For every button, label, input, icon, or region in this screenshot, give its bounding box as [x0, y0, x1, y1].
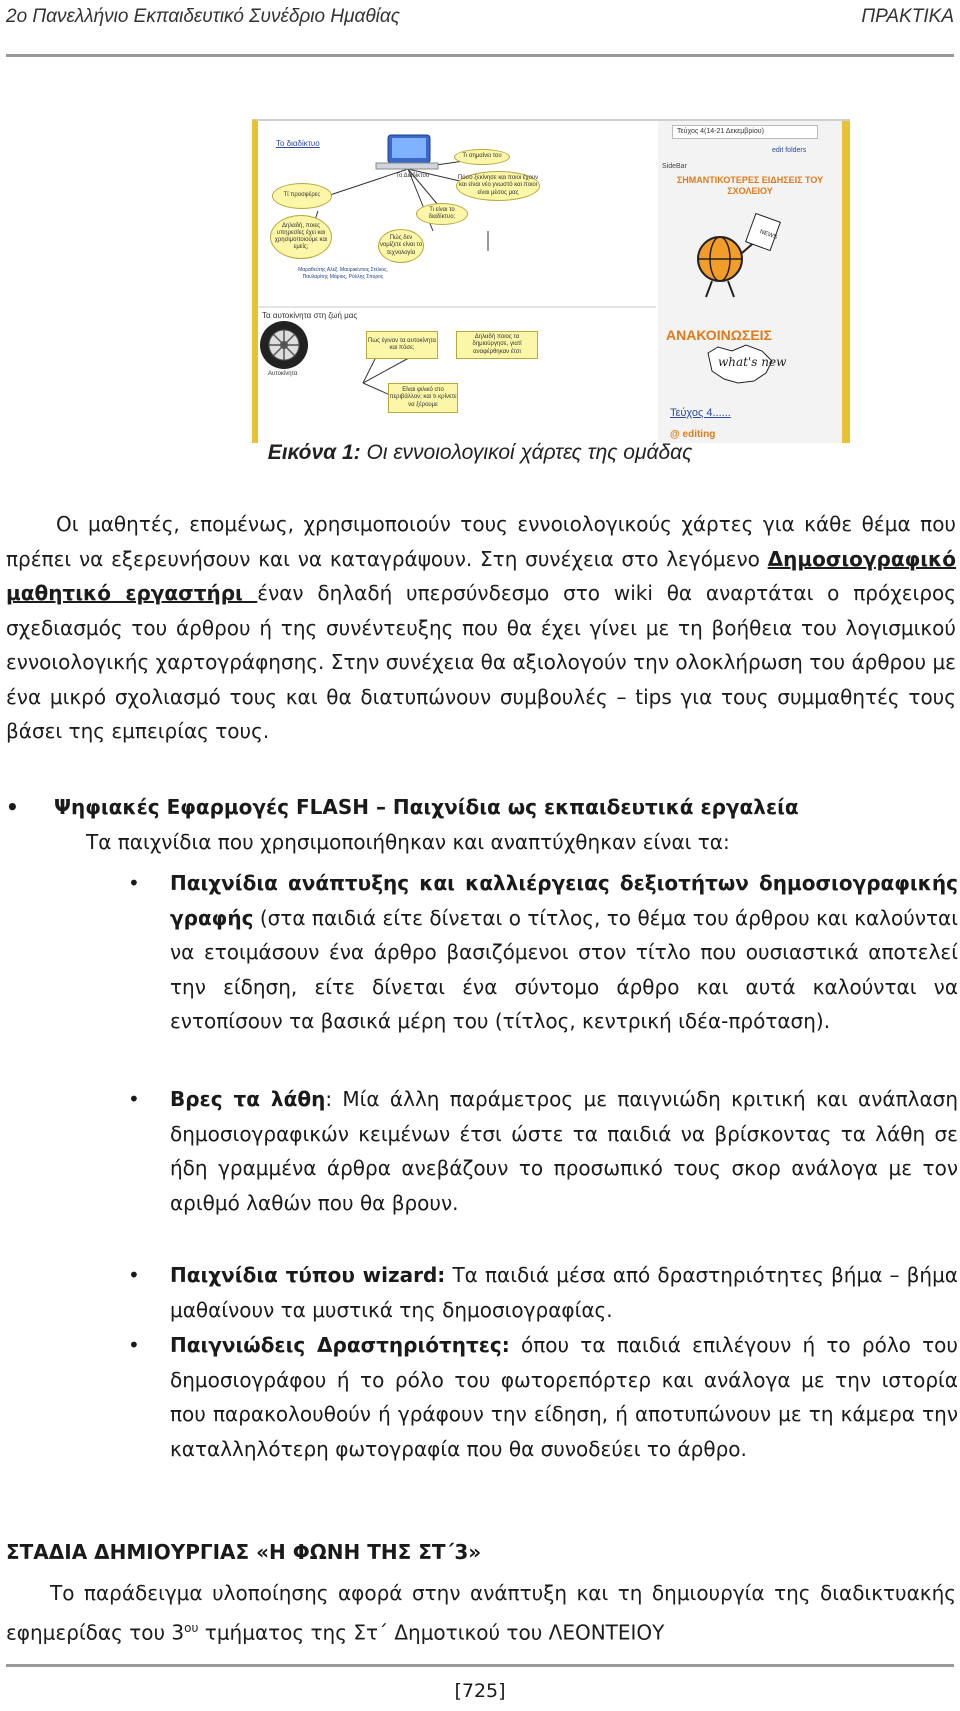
list-bullet: •: [128, 1333, 140, 1357]
item-text: : Μία άλλη παράμετρος με παιγνιώδη κριτική και ανάπλαση δημοσιογραφικών κειμένων έτσι ώστε τα παιδιά να βρίσκοντας τα λάθη σε ήδη γραμμένα άρθρα ανεβάζουν το προσωπικό τους σκορ ανάλογα με τον αριθμό λαθών που θα βρουν.: [170, 1087, 958, 1215]
node-9: Είναι φιλικό στο περιβάλλον; και τι κρίνετε να ξέρουμε: [388, 383, 458, 413]
item-text: όπου τα παιδιά επιλέγουν ή το ρόλο του δημοσιογράφου ή το ρόλο του φωτορεπόρτερ και ανάλογα με την ιστορία που παρακολουθούν ή γράφουν την είδηση, ή αποτυπώνουν με τη κάμερα την καταλληλότερη φωτογραφία που θα συνοδεύει το άρθρο.: [170, 1333, 958, 1461]
ordinal-superscript: ου: [184, 1620, 199, 1635]
item-title: Παιχνίδια τύπου wizard:: [170, 1263, 446, 1287]
running-header: [6, 0, 954, 34]
whats-new-text: what's new: [718, 355, 787, 369]
announcements-heading: ΑΝΑΚΟΙΝΩΣΕΙΣ: [666, 327, 772, 343]
node-7: Πως έγιναν τα αυτοκίνητα και πόσε;: [366, 331, 438, 359]
list-item: [128, 1082, 958, 1220]
list-bullet: •: [128, 1263, 140, 1287]
header-conference: 2ο Πανελλήνιο Εκπαιδευτικό Συνέδριο Ημαθίας: [6, 6, 400, 27]
issue-link[interactable]: Τεύχος 4......: [670, 407, 731, 419]
caption-text: Οι εννοιολογικοί χάρτες της ομάδας: [360, 441, 693, 464]
editing-label: @ editing: [670, 429, 716, 440]
node-5: Τι είναι το διαδίκτυο;: [416, 203, 468, 225]
node-1: Τί προσφέρει;: [272, 183, 332, 209]
para1-part-b: έναν δηλαδή υπερσύνδεσμο στο wiki θα αναρτάται ο πρόχειρος σχεδιασμός του άρθρου ή της συνέντευξης που θα έχει γίνει με τη βοήθεια του λογισμικού εννοιολογικής χαρτογράφησης. Στην συνέχεια θα αξιολογούν την ολοκλήρωση του άρθρου με ένα μικρό σχολιασμό τους και θα διατυπώνουν συμβουλές – tips για τους συμμαθητές τους βάσει της εμπειρίας τους.: [6, 581, 956, 743]
para2-part-b: τμήματος της Στ΄ Δημοτικού του ΛΕΟΝΤΕΙΟΥ: [198, 1620, 665, 1645]
item-title: Παιγνιώδεις Δραστηριότητες:: [170, 1333, 510, 1357]
school-news-heading: ΣΗΜΑΝΤΙΚΟΤΕΡΕΣ ΕΙΔΗΣΕΙΣ ΤΟΥ ΣΧΟΛΕΙΟΥ: [676, 175, 824, 197]
panel2-center: Αυτοκίνητα: [268, 371, 298, 377]
caption-label: Εικόνα 1:: [267, 441, 361, 464]
body-paragraph-1: [6, 507, 956, 749]
main-bullet: [6, 795, 799, 819]
sidebar-label: SideBar: [662, 163, 687, 170]
wiki-sidebar: [658, 121, 842, 443]
node-2: Δηλαδή, ποιες υπηρεσίες έχει και χρησιμοποιούμε και εμείς;: [270, 215, 332, 259]
issue-select[interactable]: Τεύχος 4(14-21 Δεκεμβρίου): [672, 125, 818, 139]
node-8: Δηλαδή ποιος τα δημιούργησε, γιατί αναφέρθηκαν έτσι: [456, 331, 538, 359]
node-6: Πώς δεν νομίζετε είναι το τεχνολογία: [378, 229, 424, 263]
panel1-center: Το Διαδίκτυο: [396, 173, 430, 179]
list-item: [128, 866, 958, 1039]
item-title: Παιχνίδια ανάπτυξης και καλλιέργειας δεξιοτήτων δημοσιογραφικής γραφής: [170, 871, 958, 930]
workshop-link[interactable]: Δημοσιογραφικό μαθητικό εργαστήρι: [6, 546, 956, 605]
news-mascot-icon: [658, 121, 842, 443]
list-item: [128, 1258, 958, 1327]
edit-folders-link[interactable]: edit folders: [772, 147, 807, 154]
list-bullet: •: [128, 871, 140, 895]
header-divider: [6, 54, 954, 57]
footer-divider: [6, 1664, 954, 1667]
figure-authors: Μαραθεύτης Αλεξ. Μαυρικέντιος Στέλιος, Παυλαρίτης Μάριος, Ρόλλης Σπύρος: [298, 267, 388, 280]
para1-part-a: Οι μαθητές, επομένως, χρησιμοποιούν τους εννοιολογικούς χάρτες για κάθε θέμα που πρέπει να εξερευνήσουν και να καταγράψουν. Στη συνέχεια στο λεγόμενο: [6, 512, 956, 571]
figure-screenshot: [252, 119, 850, 443]
panel2-title: Τα αυτοκίνητα στη ζωή μας: [262, 311, 358, 320]
node-3: Τι σημαίνει του: [454, 149, 510, 165]
scrollbar[interactable]: [842, 121, 850, 443]
bullet-mark: •: [6, 795, 19, 819]
figure-caption: [0, 441, 960, 465]
list-item: [128, 1328, 958, 1466]
main-bullet-text: Ψηφιακές Εφαρμογές FLASH – Παιχνίδια ως εκπαιδευτικά εργαλεία: [54, 795, 799, 819]
panel1-title: Το διαδίκτυο: [276, 139, 320, 148]
body-paragraph-2: [6, 1576, 956, 1650]
news-sign-text: NEWS: [758, 229, 778, 241]
concept-maps-area: [258, 121, 656, 443]
item-title: Βρες τα λάθη: [170, 1087, 326, 1111]
item-text: Τα παιδιά μέσα από δραστηριότητες βήμα – βήμα μαθαίνουν τα μυστικά της δημοσιογραφίας.: [170, 1263, 958, 1322]
games-intro: Τα παιχνίδια που χρησιμοποιήθηκαν και αναπτύχθηκαν είναι τα:: [86, 830, 730, 854]
node-4: Πόσο ξεκίνησε και ποιοι έχουν και είναι νέο γνωστό και ποιοι είναι μέσος μας: [456, 171, 540, 201]
page-number: [725]: [454, 1680, 506, 1702]
section-heading: ΣΤΑΔΙΑ ΔΗΜΙΟΥΡΓΙΑΣ «Η ΦΩΝΗ ΤΗΣ ΣΤ΄3»: [6, 1540, 482, 1564]
para2-part-a: Το παράδειγμα υλοποίησης αφορά στην ανάπτυξη και τη δημιουργία της διαδικτυακής εφημερίδας του 3: [6, 1581, 956, 1645]
list-bullet: •: [128, 1087, 140, 1111]
item-text: (στα παιδιά είτε δίνεται ο τίτλος, το θέμα του άρθρου και καλούνται να ετοιμάσουν ένα άρθρο βασιζόμενοι στον τίτλο που ουσιαστικά αποτελεί την είδηση, είτε δίνεται ένα σύντομο άρθρο και αυτά καλούνται να εντοπίσουν τα βασικά μέρη του (τίτλος, κεντρική ιδέα-πρόταση).: [170, 905, 958, 1033]
header-proceedings: ΠΡΑΚΤΙΚΑ: [861, 6, 954, 27]
